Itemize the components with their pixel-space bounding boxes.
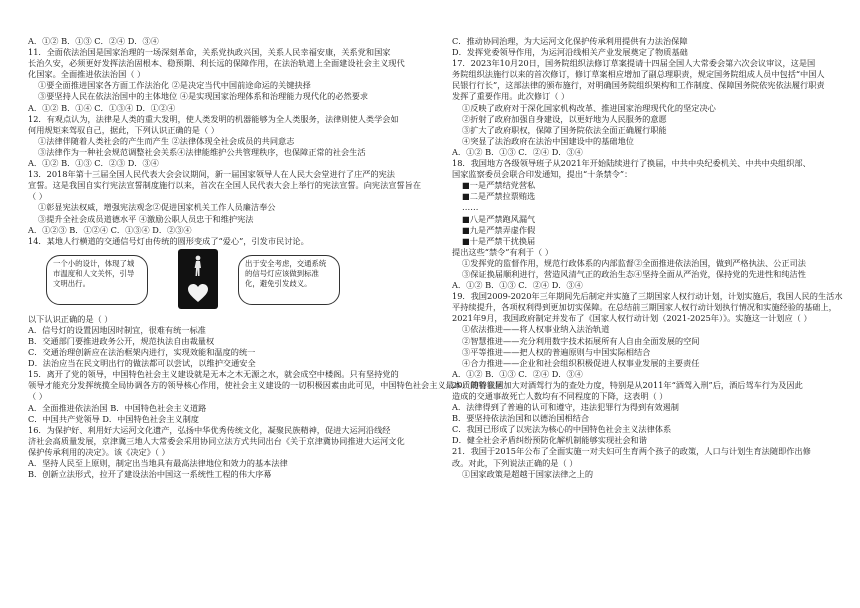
text-line: 20．随着我国加大对酒驾行为的查处力度，特别是从2011年“酒驾入刑”后，酒后驾车行为及因此 xyxy=(452,379,803,390)
text-line: ②智慧推进——充分利用数字技术拓展所有人自由全面发展的空间 xyxy=(462,335,700,346)
heart-traffic-signal xyxy=(178,249,218,309)
text-line: 化国家。全面推进依法治国（ ） xyxy=(28,69,146,80)
text-line: B．交通部门要推进政务公开，规范执法自由裁量权 xyxy=(28,335,215,346)
text-line: （ ） xyxy=(28,191,47,202)
text-line: 19．我国2009-2020年三年期间先后制定并实施了三期国家人权行动计划，计划实施后，我国人民的生活水 xyxy=(452,291,843,302)
text-line: C．推动协同治理，为大运河文化保护传承利用提供有力法治保障 xyxy=(452,36,688,46)
text-line: …… xyxy=(462,202,479,213)
text-line: 2021年9月，我国政府制定并发布了《国家人权行动计划（2021-2025年）》。实施这一计划应（ ） xyxy=(452,313,812,324)
text-line: A．①② B．①③ C．②④ D．③④ xyxy=(28,36,159,46)
text-line: 13．2018年第十三届全国人民代表大会会议期间，新一届国家领导人在人民大会堂进行了庄严的宪法 xyxy=(28,169,395,180)
text-line: C．我国已形成了以宪法为核心的中国特色社会主义法律体系 xyxy=(452,424,672,435)
text-line: 18．我国地方各级领导班子从2021年开始陆续进行了换届，中共中央纪委机关、中共中央组织部、 xyxy=(452,158,811,169)
speech-bubble-left: 一个小的设计，体现了城市温度和人文关怀，引导文明出行。 xyxy=(46,255,148,305)
text-line: 宣誓。这是我国自实行宪法宣誓制度施行以来，首次在全国人民代表大会上举行的宪法宣誓。向宪法宣誓旨在 xyxy=(28,180,422,191)
text-line: ①依法推进——将人权事业纳入法治轨道 xyxy=(462,324,610,335)
text-line: A．全面推进依法治国 B．中国特色社会主义道路 xyxy=(28,402,207,413)
text-line: ③扩大了政府职权，保障了国务院依法全面正确履行职能 xyxy=(462,124,667,135)
text-line: ②折射了政府加强自身建设，以更好地为人民服务的意愿 xyxy=(462,113,667,124)
right-column xyxy=(452,36,842,480)
text-line: D．法治应当在民文明出行的做法都可以尝试，以维护交通安全 xyxy=(28,358,256,369)
text-line: ■十是严禁干扰换届 xyxy=(462,235,536,246)
text-line: ③要坚持人民在依法治国中的主体地位 ④是实现国家治理体系和治理能力现代化的必然要求 xyxy=(38,91,369,102)
text-line: 领导才能充分发挥统揽全局协调各方的领导核心作用，使社会主义建设的一切积极因素由此可见，中国特色社会主义最本质的特征是 xyxy=(28,380,503,391)
text-line: 提出这些“禁令”有利于（ ） xyxy=(452,246,554,257)
text-line: ③提升全社会成员道德水平 ④激励公职人员忠于和维护宪法 xyxy=(38,213,254,224)
text-line: D．健全社会矛盾纠纷预防化解机制能够实现社会和谐 xyxy=(452,435,647,446)
text-line: 务院组织法施行以来的首次修订，修订草案相应增加了副总理职责，规定国务院组成人员中包括“中国人 xyxy=(452,69,825,80)
text-line: 16．为保护好、利用好大运河文化遗产，弘扬中华优秀传统文化，凝聚民族精神，促进大运河沿线经 xyxy=(28,424,391,435)
text-line: ④突显了法治政府在法治中国建设中的基础地位 xyxy=(462,135,634,146)
text-line: A．①② B．①③ C．②④ D．③④ xyxy=(452,146,583,157)
text-line: A．①②③ B．①②④ C．①③④ D．②③④ xyxy=(28,224,192,235)
text-line: ■二是严禁拉票贿选 xyxy=(462,191,536,202)
text-line: 14．某地人行横道的交通信号灯由传统的圆形变成了“爱心”，引发市民讨论。 xyxy=(28,235,309,246)
text-line: A．①② B．①③ C．②③ D．③④ xyxy=(28,158,159,169)
text-line: ①反映了政府对于深化国家机构改革、推进国家治理现代化的坚定决心 xyxy=(462,102,716,113)
text-line: 21．我国于2015年公布了全面实施一对夫妇可生育两个孩子的政策，人口与计划生育法随即作出修 xyxy=(452,446,811,457)
text-line: ①国家政策是超越于国家法律之上的 xyxy=(462,468,594,479)
text-line: 何用规矩来驾驭自己，据此，下列认识正确的是（ ） xyxy=(28,124,219,135)
text-line: ③法律作为一种社会规范调整社会关系④法律能维护公共管理秩序，也保障正常的社会生活 xyxy=(38,146,366,157)
text-line: 以下认识正确的是（ ） xyxy=(28,313,113,324)
text-line: A．坚持人民至上原则，制定出当地具有最高法律地位和效力的基本法律 xyxy=(28,458,288,468)
heart-icon xyxy=(187,283,209,303)
text-line: 国家监察委员会联合印发通知，提出“十条禁令”： xyxy=(452,169,633,180)
text-line: ①要全面推进国家各方面工作法治化 ②是决定当代中国前途命运的关键抉择 xyxy=(38,80,311,91)
pedestrian-icon xyxy=(191,255,205,277)
text-line: 平持续提升，各项权利得到更加切实保障。在总结前三期国家人权行动计划执行情况和实施经验的基础上， xyxy=(452,302,837,313)
text-line: （ ） xyxy=(28,391,47,402)
text-line: ■一是严禁结党营私 xyxy=(462,180,536,191)
text-line: ③平等推进——把人权的普遍原则与中国实际相结合 xyxy=(462,346,651,357)
text-line: 发挥了重要作用。此次修订（ ） xyxy=(452,91,570,102)
text-line: 造成的交通事故死亡人数均有不同程度的下降，这表明（ ） xyxy=(452,391,668,401)
text-line: ①法律伴随着人类社会的产生而产生 ②法律体现全社会成员的共同意志 xyxy=(38,135,295,146)
text-line: ①彰显宪法权威，增强宪法观念②促进国家机关工作人员廉洁奉公 xyxy=(38,202,276,213)
text-line: 改。对此，下列说法正确的是（ ） xyxy=(452,457,578,468)
text-line: ③保证换届顺利进行，营造风清气正的政治生态④坚持全面从严治党，保持党的先进性和纯洁性 xyxy=(462,268,806,279)
text-line: D．发挥党委领导作用，为运河沿线相关产业发展奠定了物质基础 xyxy=(452,47,688,58)
text-line: 保护传承利用的决定》。该《决定》（ ） xyxy=(28,446,170,457)
text-line: 济社会高质量发展，京津冀三地人大常委会采用协同立法方式共同出台《关于京津冀协同推进大运河文化 xyxy=(28,435,405,446)
text-line: C．交通治理创新应在法治框架内进行，实现效能和温度的统一 xyxy=(28,347,256,358)
text-line: 17．2023年10月20日，国务院组织法修订草案提请十四届全国人大常委会第六次会议审议，这是国 xyxy=(452,58,816,69)
text-line: 11．全面依法治国是国家治理的一场深刻革命，关系党执政兴国，关系人民幸福安康，关系党和国家 xyxy=(28,47,391,58)
speech-bubble-right: 出于安全考虑，交通系统的信号灯应该做到标准化，避免引发歧义。 xyxy=(238,255,340,305)
text-line: B．要坚持依法治国和以德治国相结合 xyxy=(452,413,590,424)
text-line: C．中国共产党领导 D．中国特色社会主义制度 xyxy=(28,413,199,424)
text-line: A．①② B．①④ C．①③④ D．①②④ xyxy=(28,102,176,113)
traffic-signal-figure xyxy=(28,249,418,311)
text-line: A．①② B．①③ C．②④ D．③④ xyxy=(452,368,583,379)
text-line: 长治久安，必须更好发挥法治固根本、稳预期、利长远的保障作用，在法治轨道上全面建设社会主义现代 xyxy=(28,58,405,69)
text-line: ①发挥党的监督作用，规范行政体系的内部监督②全面推进依法治国，做到严格执法、公正司法 xyxy=(462,257,806,268)
text-line: 12．有观点认为，法律是人类的重大发明，使人类发明的机器能够为全人类服务，法律则使人类学会如 xyxy=(28,113,399,124)
text-line: A．①② B．①③ C．②④ D．③④ xyxy=(452,280,583,291)
text-line: A．信号灯的设置因地因时制宜，很难有统一标准 xyxy=(28,324,206,335)
text-line: B．创新立法形式，拉开了建设法治中国这一系统性工程的伟大序幕 xyxy=(28,469,272,480)
text-line: ■九是严禁弄虚作假 xyxy=(462,224,536,235)
text-line: 民银行行长”，这部法律的颁布施行，对明确国务院组织架构和工作制度、保障国务院依宪依法履行职责 xyxy=(452,80,825,91)
text-line: 15．离开了党的领导，中国特色社会主义建设就是无本之木无源之水，就会成空中楼阁。只有坚持党的 xyxy=(28,369,399,380)
text-line: ■八是严禁跑风漏气 xyxy=(462,213,536,224)
text-line: A．法律得到了普遍的认可和遵守，违法犯罪行为得到有效遏制 xyxy=(452,402,679,413)
text-line: ④合力推进——企业和社会组织积极促进人权事业发展的主要责任 xyxy=(462,357,700,368)
